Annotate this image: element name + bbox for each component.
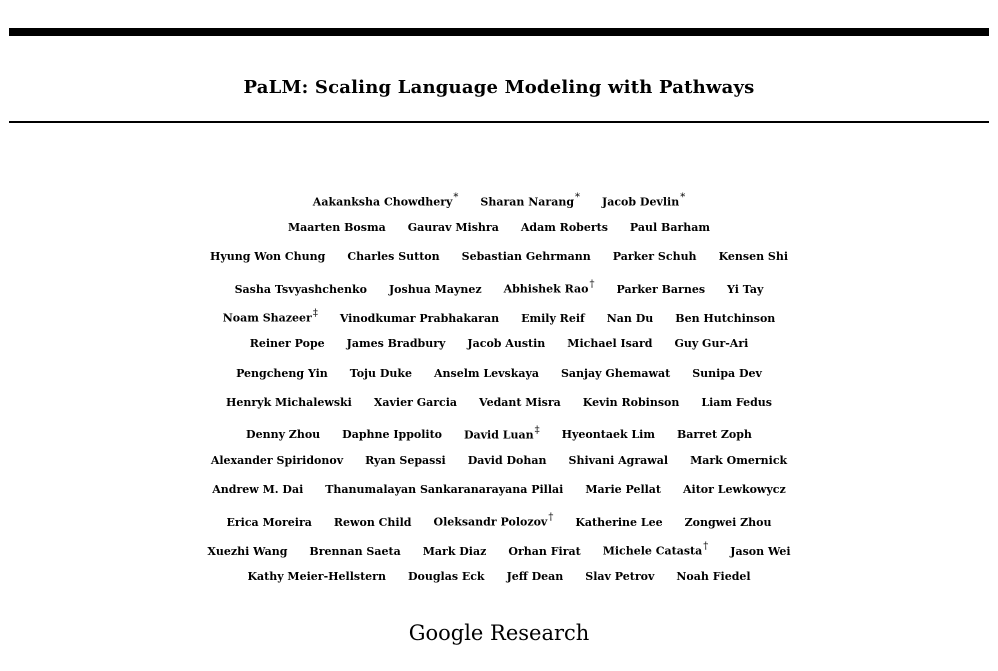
author-entry xyxy=(569,446,669,475)
author-entry xyxy=(350,359,412,388)
author-entry xyxy=(226,388,352,417)
author-row xyxy=(0,533,998,562)
author-name: Sasha Tsvyashchenko xyxy=(234,282,367,296)
author-name: Denny Zhou xyxy=(246,428,321,442)
author-entry xyxy=(507,562,564,591)
author-entry xyxy=(347,329,446,358)
author-entry xyxy=(676,562,750,591)
title-bottom-rule xyxy=(9,121,989,123)
author-name: Aitor Lewkowycz xyxy=(683,482,786,496)
author-row xyxy=(0,329,998,358)
author-entry xyxy=(464,417,540,450)
author-name: Michael Isard xyxy=(567,337,653,351)
author-name: Xuezhi Wang xyxy=(207,544,288,558)
author-name: Ryan Sepassi xyxy=(365,453,446,467)
author-footnote-mark: * xyxy=(453,192,459,203)
author-name: Kevin Robinson xyxy=(582,395,680,409)
author-footnote-mark: ‡ xyxy=(312,308,318,320)
author-entry xyxy=(479,388,561,417)
author-name: Noah Fiedel xyxy=(676,570,751,584)
author-entry xyxy=(480,184,580,217)
author-row xyxy=(0,213,998,242)
author-entry xyxy=(247,562,386,591)
author-name: James Bradbury xyxy=(346,337,446,351)
author-name: Jacob Austin xyxy=(467,337,546,351)
author-name: Anselm Levskaya xyxy=(434,366,539,380)
author-name: Kathy Meier-Hellstern xyxy=(247,570,386,584)
author-name: Toju Duke xyxy=(349,366,413,380)
author-name: Slav Petrov xyxy=(585,570,655,584)
author-row xyxy=(0,504,998,533)
author-entry xyxy=(674,329,748,358)
author-name: Daphne Ippolito xyxy=(342,428,442,442)
author-name: Douglas Eck xyxy=(407,570,485,584)
author-name: David Dohan xyxy=(467,453,547,467)
author-entry xyxy=(561,359,670,388)
author-name: Guy Gur-Ari xyxy=(674,337,749,351)
author-name: Vedant Misra xyxy=(479,395,561,409)
author-row xyxy=(0,446,998,475)
author-entry xyxy=(521,213,608,242)
author-footnote-mark: † xyxy=(703,541,709,553)
author-name: Jacob Devlin xyxy=(602,195,680,209)
author-name: Sebastian Gehrmann xyxy=(461,250,591,264)
author-name: Alexander Spiridonov xyxy=(210,453,344,467)
author-entry xyxy=(462,242,591,271)
author-name: Paul Barham xyxy=(629,221,711,235)
author-footnote-mark: † xyxy=(548,512,554,524)
author-name: Jason Wei xyxy=(730,544,791,558)
author-entry xyxy=(212,475,303,504)
author-row xyxy=(0,388,998,417)
author-name: Adam Roberts xyxy=(520,221,608,235)
author-name: Gaurav Mishra xyxy=(407,221,499,235)
author-name: Abhishek Rao xyxy=(503,282,589,296)
author-entry xyxy=(236,359,328,388)
author-entry xyxy=(630,213,710,242)
author-entry xyxy=(347,242,439,271)
author-entry xyxy=(365,446,446,475)
author-name: Aakanksha Chowdhery xyxy=(312,195,453,209)
author-name: Thanumalayan Sankaranarayana Pillai xyxy=(325,482,564,496)
author-name: Charles Sutton xyxy=(347,250,440,264)
author-name: Xavier Garcia xyxy=(373,395,458,409)
author-list xyxy=(0,184,998,591)
author-entry xyxy=(692,359,762,388)
author-name: Parker Barnes xyxy=(616,282,706,296)
author-footnote-mark: † xyxy=(589,279,595,291)
author-name: Liam Fedus xyxy=(701,395,772,409)
author-entry xyxy=(701,388,772,417)
author-name: Zongwei Zhou xyxy=(684,515,772,529)
author-name: Parker Schuh xyxy=(612,250,697,264)
author-name: Brennan Saeta xyxy=(309,544,401,558)
author-entry xyxy=(288,213,386,242)
author-footnote-mark: * xyxy=(680,192,686,203)
author-row xyxy=(0,300,998,329)
author-row xyxy=(0,417,998,446)
author-name: Maarten Bosma xyxy=(287,221,386,235)
author-name: Kensen Shi xyxy=(718,250,789,264)
author-name: Marie Pellat xyxy=(585,482,662,496)
author-entry xyxy=(250,329,325,358)
author-name: Henryk Michalewski xyxy=(226,395,352,409)
author-entry xyxy=(325,475,563,504)
author-name: Jeff Dean xyxy=(506,570,564,584)
author-entry xyxy=(223,300,318,333)
top-rule xyxy=(9,28,989,36)
author-name: Yi Tay xyxy=(727,282,764,296)
author-name: Noam Shazeer xyxy=(222,312,312,326)
author-name: Pengcheng Yin xyxy=(236,366,328,380)
author-name: Mark Diaz xyxy=(422,544,487,558)
author-name: Rewon Child xyxy=(333,515,412,529)
author-name: Hyung Won Chung xyxy=(209,250,326,264)
author-entry xyxy=(690,446,787,475)
author-row xyxy=(0,475,998,504)
author-entry xyxy=(374,388,457,417)
author-entry xyxy=(468,446,547,475)
author-name: Hyeontaek Lim xyxy=(561,428,655,442)
author-entry xyxy=(408,562,485,591)
author-footnote-mark: * xyxy=(575,192,581,203)
author-row xyxy=(0,271,998,300)
author-entry xyxy=(408,213,499,242)
author-entry xyxy=(467,329,545,358)
author-entry xyxy=(585,562,654,591)
author-name: Joshua Maynez xyxy=(388,282,482,296)
author-name: Ben Hutchinson xyxy=(675,312,776,326)
author-row xyxy=(0,562,998,591)
author-name: Erica Moreira xyxy=(226,515,312,529)
author-name: Barret Zoph xyxy=(676,428,752,442)
author-name: Michele Catasta xyxy=(602,544,703,558)
author-row xyxy=(0,184,998,213)
paper-title: PaLM: Scaling Language Modeling with Pathways xyxy=(243,77,755,98)
author-name: Shivani Agrawal xyxy=(568,453,669,467)
author-entry xyxy=(585,475,661,504)
author-name: Orhan Firat xyxy=(508,544,581,558)
author-entry xyxy=(602,184,685,217)
author-name: Katherine Lee xyxy=(575,515,663,529)
author-name: Sunipa Dev xyxy=(692,366,762,380)
author-name: Reiner Pope xyxy=(249,337,325,351)
author-entry xyxy=(567,329,652,358)
author-entry xyxy=(719,242,788,271)
author-entry xyxy=(603,533,709,566)
author-name: Nan Du xyxy=(606,312,654,326)
author-entry xyxy=(210,242,325,271)
author-name: Andrew M. Dai xyxy=(212,482,304,496)
author-entry xyxy=(613,242,697,271)
author-entry xyxy=(683,475,786,504)
author-name: Vinodkumar Prabhakaran xyxy=(339,312,500,326)
author-entry xyxy=(583,388,680,417)
affiliation: Google Research xyxy=(408,621,590,645)
author-entry xyxy=(211,446,343,475)
author-name: Mark Omernick xyxy=(690,453,788,467)
author-footnote-mark: ‡ xyxy=(534,424,540,436)
author-name: Oleksandr Polozov xyxy=(433,515,548,529)
author-row xyxy=(0,242,998,271)
author-name: David Luan xyxy=(464,428,534,442)
author-name: Sharan Narang xyxy=(480,195,575,209)
author-name: Sanjay Ghemawat xyxy=(560,366,671,380)
author-entry xyxy=(504,271,595,304)
author-entry xyxy=(433,504,553,537)
author-row xyxy=(0,359,998,388)
author-entry xyxy=(313,184,459,217)
author-name: Emily Reif xyxy=(521,312,585,326)
author-entry xyxy=(434,359,539,388)
